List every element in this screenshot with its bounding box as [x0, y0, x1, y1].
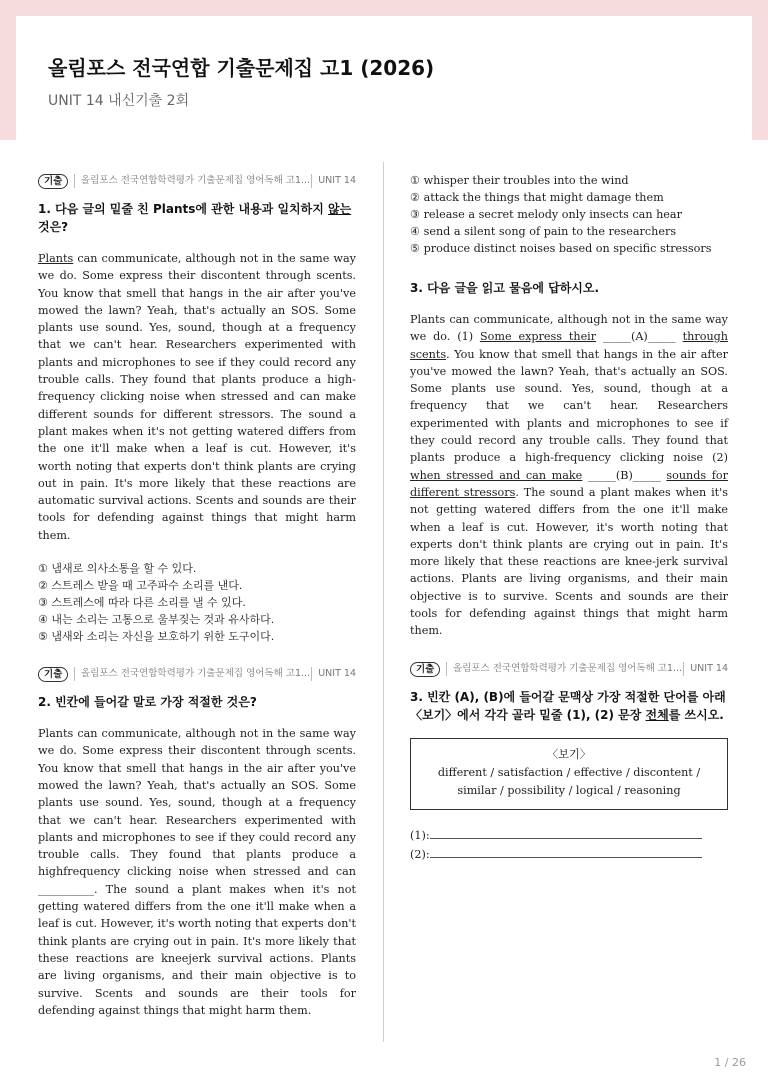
underlined-sentence: through scents: [410, 330, 729, 361]
document-subtitle: UNIT 14 내신기출 2회: [48, 93, 190, 109]
question-title-text: 1. 다음 글의 밑줄 친 Plants에 관한 내용과 일치하지: [38, 202, 329, 216]
question-3a-passage: [410, 311, 728, 640]
source-unit: UNIT 14: [311, 174, 356, 188]
question-2-choices: [410, 172, 728, 257]
choice-item[interactable]: ③ 스트레스에 따라 다른 소리를 낼 수 있다.: [38, 596, 246, 610]
word-bank-box: [410, 738, 728, 810]
page-number: 1 / 26: [714, 1056, 746, 1069]
underlined-sentence: when stressed and can make: [410, 468, 583, 482]
choice-item[interactable]: ① whisper their troubles into the wind: [410, 174, 629, 187]
underlined-sentence: sounds for different stressors: [410, 468, 728, 499]
source-unit: UNIT 14: [311, 667, 356, 681]
answer-lines: [410, 826, 728, 864]
left-column: [38, 170, 356, 1019]
right-column: [410, 172, 728, 864]
passage-text: . The sound a plant makes when it's not getting watered differs from the one it'll make when a leaf is cut. However, it's worth noting that experts don't think plants are crying out in pain. It's more likely that these reactions are kneejerk survival actions. Plants are living organisms, and their main objective is to survive. Scents and sounds are their tools for defending against things that might harm them.: [38, 882, 356, 1017]
choice-item[interactable]: ② 스트레스 받을 때 고주파수 소리를 낸다.: [38, 579, 243, 593]
answer-blank[interactable]: [430, 826, 702, 839]
question-title-underlined: 전체: [645, 707, 669, 722]
source-badge: 기출: [38, 667, 68, 682]
underlined-sentence: Some express their: [479, 330, 597, 344]
question-title-text: 3. 빈칸 (A), (B)에 들어갈 문맥상 가장 적절한 단어를 아래 〈보기〉에서 각각 골라 밑줄 (1), (2) 문장: [410, 689, 726, 722]
source-bar: [38, 170, 356, 190]
passage-text: . You know that smell that hangs in the air after you've mowed the lawn? Yeah, that's actually an SOS. Some plants use sound. Yes, sound, though at a frequency that we can't hear. Researchers experimented with plants and microphones to see if they could record any trouble calls. They found that plants produce a high-frequency clicking noise (2): [410, 347, 728, 465]
word-bank-title: 〈보기〉: [547, 747, 591, 761]
source-badge: 기출: [410, 662, 440, 677]
choice-item[interactable]: ④ send a silent song of pain to the researchers: [410, 225, 677, 238]
blank-a: _____(A)_____: [603, 330, 676, 344]
question-1-title: [38, 200, 356, 236]
passage-text: . The sound a plant makes when it's not getting watered differs from the one it'll make when a leaf is cut. However, it's worth noting that experts don't think plants are crying out in pain. It's more likely that these reactions are knee-jerk survival actions. Plants are living organisms, and their main objective is to survive. Scents and sounds are their tools for defending against things that might harm them.: [410, 485, 728, 638]
passage-text: can communicate, although not in the same way we do. Some express their discontent through scents. You know that smell that hangs in the air after you've mowed the lawn? Yeah, that's actually an SOS. Some plants use sound. Yes, sound, though at a frequency that we can't hear. Researchers experimented with plants and microphones to see if they could record any trouble calls. They found that plants produce a high-frequency clicking noise when stressed and can make different sounds for different stressors. The sound a plant makes when it's not getting watered differs from the one it'll make when a leaf is cut. However, it's worth noting that experts don't think plants are crying out in pain. It's more likely that these reactions are automatic survival actions. Scents and sounds are their tools for defending against things that might harm them.: [38, 252, 356, 542]
answer-line-2[interactable]: [410, 845, 728, 864]
question-1-passage: [38, 250, 356, 544]
source-badge: 기출: [38, 174, 68, 189]
choice-item[interactable]: ④ 내는 소리는 고통으로 울부짖는 것과 유사하다.: [38, 613, 275, 627]
passage-text: Plants can communicate, although not in the same way we do. Some express their discontent through scents. You know that smell that hangs in the air after you've mowed the lawn? Yeah, that's actually an SOS. Some plants use sound. Yes, sound, though at a frequency that we can't hear. Researchers experimented with plants and microphones to see if they could record any trouble calls. They found that plants produce a highfrequency clicking noise when stressed and can: [38, 727, 356, 879]
answer-blank[interactable]: [430, 845, 702, 858]
choice-item[interactable]: ① 냄새로 의사소통을 할 수 있다.: [38, 562, 197, 576]
source-text: 올림포스 전국연합학력평가 기출문제집 영어독해 고1...: [74, 174, 310, 188]
answer-line-1[interactable]: [410, 826, 728, 845]
word-bank-words: different / satisfaction / effective / discontent / similar / possibility / logical / reasoning: [437, 765, 701, 797]
question-title-text: 것은?: [38, 220, 69, 234]
question-title-underlined: 않는: [328, 202, 352, 216]
underlined-word: Plants: [38, 252, 74, 265]
source-text: 올림포스 전국연합학력평가 기출문제집 영어독해 고1...: [446, 662, 682, 676]
source-bar: [38, 663, 356, 683]
question-1-choices: [38, 560, 356, 645]
answer-label: (2):: [410, 847, 430, 861]
choice-item[interactable]: ② attack the things that might damage them: [410, 191, 664, 204]
source-bar: [410, 658, 728, 678]
question-title-text: 를 쓰시오.: [668, 707, 724, 722]
choice-item[interactable]: ③ release a secret melody only insects can hear: [410, 208, 682, 221]
source-unit: UNIT 14: [683, 662, 728, 676]
question-3a-title: 3. 다음 글을 읽고 물음에 답하시오.: [410, 281, 600, 295]
choice-item[interactable]: ⑤ 냄새와 소리는 자신을 보호하기 위한 도구이다.: [38, 630, 275, 644]
document-title: 올림포스 전국연합 기출문제집 고1 (2026): [48, 56, 435, 80]
blank-b: _____(B)_____: [587, 468, 661, 482]
passage-text: Plants can communicate, although not in the same way we do. (1): [410, 313, 728, 344]
column-divider: [383, 162, 384, 1042]
answer-label: (1):: [410, 828, 430, 842]
choice-item[interactable]: ⑤ produce distinct noises based on specific stressors: [410, 242, 712, 255]
question-2-title: 2. 빈칸에 들어갈 말로 가장 적절한 것은?: [38, 695, 257, 710]
question-2-passage: [38, 725, 356, 1019]
blank: __________: [38, 882, 94, 896]
question-3b-title: [410, 688, 728, 724]
source-text: 올림포스 전국연합학력평가 기출문제집 영어독해 고1...: [74, 667, 310, 681]
